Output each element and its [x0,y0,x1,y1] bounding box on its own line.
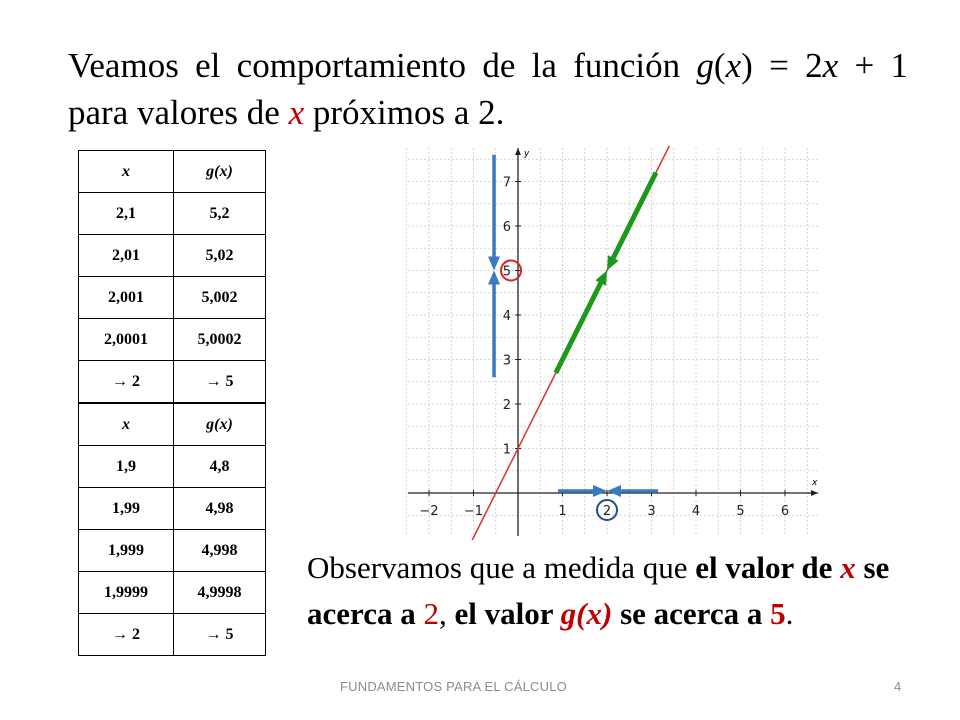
header-x: x [79,151,174,193]
function-line [449,146,669,540]
cell-x: 2,1 [79,193,174,235]
conclusion-two-red: 2 [423,596,439,631]
cell-x: 1,9 [79,446,174,488]
cell-gx: 5,2 [174,193,266,235]
conclusion-gx-red: g(x) [560,596,613,631]
cell-gx: 4,998 [174,530,266,572]
heading-eq: ) = 2 [741,46,823,85]
values-table-below [78,403,266,656]
conclusion-comma: , [438,596,455,631]
conclusion-x-red: x [840,550,856,585]
x-tick-label: −2 [419,504,439,519]
conclusion-bold-2: se acerca a [307,550,890,631]
footer-title: FUNDAMENTOS PARA EL CÁLCULO [340,679,567,694]
conclusion-bold-3: el valor [454,596,561,631]
heading-x-red: x [288,93,305,132]
table-header-row [79,151,266,193]
table-row [79,572,266,614]
y-axis-label: y [524,149,530,159]
x-tick-label: 6 [780,504,790,519]
x-tick-label: 2 [602,504,612,519]
cell-x: 1,999 [79,530,174,572]
cell-x: → 2 [79,614,174,656]
table-row [79,319,266,361]
x-tick-label: 5 [736,504,745,519]
header-gx: g(x) [174,151,266,193]
table-row [79,361,266,403]
conclusion-period: . [785,596,794,631]
x-axis-arrow-icon [811,490,818,496]
function-graph [400,140,830,540]
y-tick-label: 7 [502,175,511,191]
x-axis-label: x [812,478,818,488]
header-gx: g(x) [174,404,266,446]
axes [408,148,818,536]
conclusion-five-red: 5 [770,596,786,631]
cell-gx: 4,8 [174,446,266,488]
cell-x: 2,01 [79,235,174,277]
heading-x2: x [822,46,839,85]
y-tick-label: 4 [502,309,511,324]
page-number: 4 [894,679,902,694]
cell-gx: 5,02 [174,235,266,277]
x-tick-label: 1 [558,504,567,519]
cell-gx: 5,002 [174,277,266,319]
conclusion-bold-1: el valor de [695,550,841,585]
slide-heading [68,42,908,136]
cell-gx: → 5 [174,361,266,403]
cell-gx: 4,98 [174,488,266,530]
cell-x: → 2 [79,361,174,403]
table-header-row [79,404,266,446]
y-tick-label: 1 [502,442,511,458]
blue-arrow-y-from-below-head-icon [488,271,500,285]
table-row [79,530,266,572]
y-tick-label: 2 [502,398,511,413]
heading-plus-one: + 1 [838,46,908,85]
x-tick-label: −1 [463,504,484,519]
header-x: x [79,404,174,446]
blue-arrow-y-from-above-head-icon [488,257,500,271]
y-tick-label: 6 [502,220,511,235]
table-row [79,235,266,277]
heading-open-paren: ( [713,46,726,85]
cell-x: 1,9999 [79,572,174,614]
grid [407,148,818,536]
table-row [79,277,266,319]
table-row [79,446,266,488]
conclusion-text [307,545,907,637]
conclusion-bold-4: se acerca a [612,596,771,631]
table-row [79,614,266,656]
y-tick-label: 5 [502,264,511,280]
y-axis-arrow-icon [515,148,521,155]
heading-line2-end: próximos a 2. [304,93,505,132]
heading-line2: para valores de [68,93,289,132]
cell-x: 2,001 [79,277,174,319]
cell-gx: 4,9998 [174,572,266,614]
cell-x: 2,0001 [79,319,174,361]
heading-x: x [725,46,742,85]
tick-labels [419,176,789,520]
cell-gx: → 5 [174,614,266,656]
x-tick-label: 4 [691,504,701,519]
heading-g: g [696,46,714,85]
cell-gx: 5,0002 [174,319,266,361]
y-tick-label: 3 [502,353,511,369]
table-row [79,193,266,235]
conclusion-intro: Observamos que a medida que [307,550,696,585]
blue-arrow-x-from-left-head-icon [593,485,607,497]
x-tick-label: 3 [647,504,656,519]
values-table-above [78,150,266,403]
blue-arrow-x-from-right-head-icon [607,485,621,497]
heading-text: Veamos el comportamiento de la función [68,46,697,85]
table-row [79,488,266,530]
cell-x: 1,99 [79,488,174,530]
